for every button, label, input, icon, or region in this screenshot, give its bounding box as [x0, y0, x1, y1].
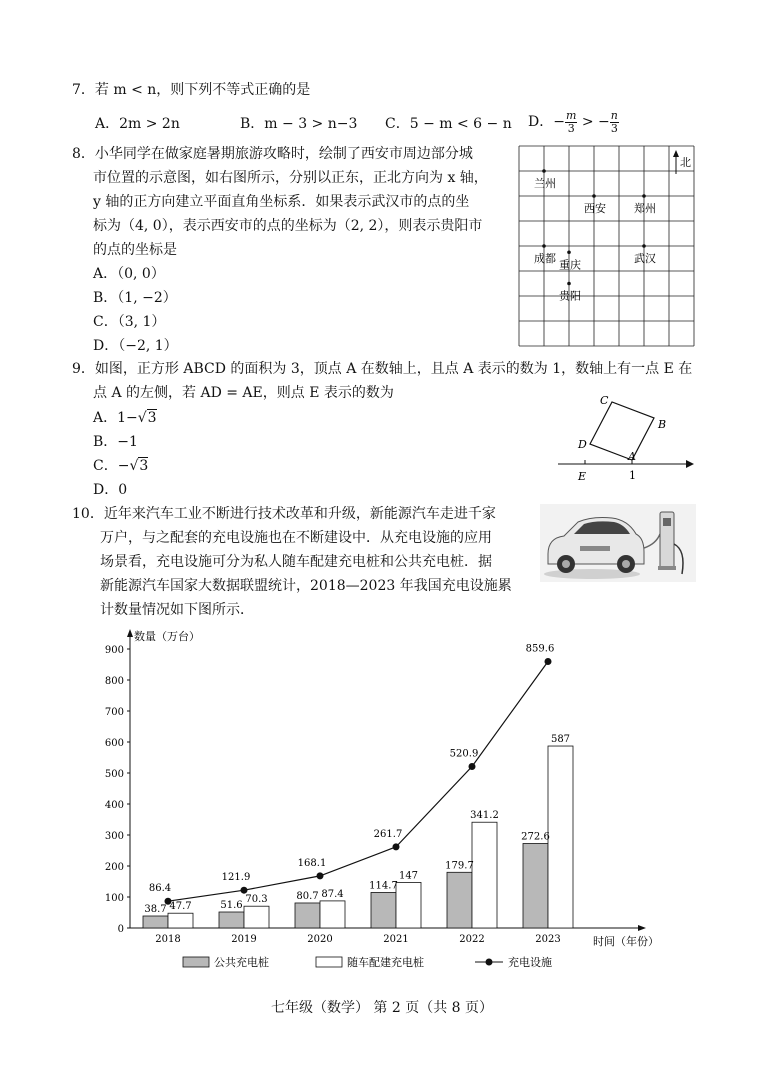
- legend-swatch-public: [183, 957, 209, 967]
- map-city-point: [567, 250, 571, 254]
- bar-public-2023: [523, 843, 548, 928]
- square-figure: [552, 390, 700, 485]
- label-private-2018: 47.7: [169, 901, 192, 913]
- number-line-arrow: [686, 460, 694, 468]
- q9-line-2: 点 A 的左侧，若 AD = AE，则点 E 表示的数为: [93, 385, 394, 401]
- map-city-label: 贵阳: [559, 289, 581, 303]
- chart-y-tick-label: 0: [117, 924, 124, 935]
- chart-x-ticks: [155, 934, 560, 945]
- chart-data-labels: [144, 644, 570, 915]
- label-private-2022: 341.2: [470, 810, 499, 822]
- chart-y-tick-label: 400: [104, 800, 124, 811]
- label-public-2018: 38.7: [144, 904, 167, 916]
- bar-private-2019: [244, 906, 269, 928]
- north-label: 北: [680, 156, 691, 169]
- bar-private-2023: [548, 746, 573, 928]
- q7-option-d: D．− $\frac{m}{3}$ > − $\frac{n}{3}$: [528, 108, 618, 135]
- chart-y-tick-label: 300: [104, 831, 124, 842]
- map-city-label: 兰州: [534, 177, 556, 190]
- label-e: E: [578, 470, 587, 483]
- chart-y-tick-label: 500: [104, 769, 124, 780]
- label-public-2021: 114.7: [369, 880, 398, 892]
- q7-stem: 7．若 m < n，则下列不等式正确的是: [72, 82, 311, 98]
- map-city-label: 重庆: [559, 258, 581, 272]
- q8-line-1: 8．小华同学在做家庭暑期旅游攻略时，绘制了西安市周边部分城: [72, 146, 473, 162]
- x-tick-2021: 2021: [383, 934, 409, 945]
- label-total-2020: 168.1: [297, 857, 327, 869]
- north-arrow: [673, 150, 691, 174]
- label-total-2019: 121.9: [221, 872, 251, 884]
- q9-option-b: B．−1: [93, 434, 138, 450]
- legend-swatch-dot: [486, 959, 493, 966]
- q9-option-d: D．0: [93, 482, 128, 498]
- page-footer: 七年级（数学） 第 2 页（共 8 页）: [270, 1000, 494, 1016]
- legend-label-public: 公共充电桩: [214, 956, 269, 969]
- label-d: D: [578, 438, 587, 451]
- bar-public-2022: [447, 872, 472, 928]
- label-private-2020: 87.4: [321, 888, 344, 900]
- x-tick-2018: 2018: [155, 934, 181, 945]
- label-public-2020: 80.7: [296, 890, 319, 902]
- point-total-2022: [469, 763, 476, 770]
- bar-public-2019: [219, 912, 244, 928]
- q8-line-2: 市位置的示意图，如右图所示，分别以正东，正北方向为 x 轴，: [93, 170, 488, 186]
- map-cities: [534, 169, 656, 302]
- q10-line-5: 计数量情况如下图所示．: [100, 602, 254, 618]
- map-city-label: 武汉: [634, 252, 656, 265]
- q8-option-d: D．（−2, 1）: [93, 338, 178, 354]
- map-city-label: 成都: [534, 252, 556, 265]
- map-city-point: [592, 194, 596, 198]
- chart-y-tick-label: 600: [104, 738, 124, 749]
- q9-line-1: 9．如图，正方形 ABCD 的面积为 3，顶点 A 在数轴上，且点 A 表示的数为 1，数轴上有一点 E 在: [72, 361, 693, 377]
- bar-public-2021: [371, 892, 396, 928]
- q8-option-c: C．（3, 1）: [93, 314, 166, 330]
- legend-swatch-private: [316, 957, 342, 967]
- q9-option-c: C．−√3: [93, 458, 149, 474]
- x-tick-2022: 2022: [459, 934, 485, 945]
- point-total-2020: [317, 872, 324, 879]
- legend-label-line: 充电设施: [508, 956, 552, 969]
- chart-x-label: 时间（年份）: [593, 935, 659, 948]
- map-city-point: [542, 169, 546, 173]
- chart-y-tick-label: 800: [104, 676, 124, 687]
- q8-option-a: A．（0, 0）: [93, 266, 165, 282]
- chart-y-tick-label: 900: [104, 645, 124, 656]
- q10-line-3: 场景看，充电设施可分为私人随车配建充电桩和公共充电桩．据: [100, 554, 492, 570]
- q10-line-1: 10．近年来汽车工业不断进行技术改革和升级，新能源汽车走进千家: [72, 506, 496, 522]
- label-public-2023: 272.6: [521, 831, 550, 843]
- q10-line-2: 万户，与之配套的充电设施也在不断建设中．从充电设施的应用: [100, 530, 492, 546]
- ev-car-illustration: [540, 504, 696, 582]
- chart-y-axis-arrow: [127, 629, 133, 637]
- chart-y-tick-label: 700: [104, 707, 124, 718]
- label-total-2022: 520.9: [449, 748, 479, 760]
- label-total-2021: 261.7: [373, 828, 403, 840]
- square-abcd: [590, 402, 654, 460]
- q7-option-c: C．5 − m < 6 − n: [385, 116, 512, 132]
- bar-private-2018: [168, 913, 193, 928]
- label-a: A: [628, 450, 636, 463]
- bar-public-2018: [143, 916, 168, 928]
- map-city-point: [642, 244, 646, 248]
- legend-label-private: 随车配建充电桩: [347, 956, 424, 969]
- chart-legend: [183, 955, 552, 969]
- bar-private-2020: [320, 901, 345, 928]
- q10-line-4: 新能源汽车国家大数据联盟统计，2018—2023 年我国充电设施累: [100, 578, 512, 594]
- bar-private-2021: [396, 882, 421, 928]
- q7-option-b: B．m − 3 > n−3: [240, 116, 358, 132]
- chart-y-ticks: [105, 645, 130, 935]
- chart-y-tick-label: 200: [104, 862, 124, 873]
- q7-option-a: A．2m > 2n: [95, 116, 180, 132]
- label-total-2018: 86.4: [148, 883, 172, 895]
- label-public-2022: 179.7: [445, 860, 474, 872]
- x-tick-2023: 2023: [535, 934, 561, 945]
- map-city-point: [642, 194, 646, 198]
- label-one: 1: [629, 469, 636, 482]
- q8-line-5: 的点的坐标是: [93, 242, 177, 258]
- map-city-label: 西安: [584, 202, 606, 215]
- bar-private-2022: [472, 822, 497, 928]
- q9-option-a: A．1−√3: [93, 410, 157, 426]
- label-b: B: [658, 418, 667, 431]
- map-city-point: [542, 244, 546, 248]
- label-private-2019: 70.3: [245, 894, 268, 906]
- label-private-2023: 587: [550, 734, 571, 746]
- label-public-2019: 51.6: [220, 900, 243, 912]
- point-total-2019: [241, 887, 248, 894]
- chart-y-tick-label: 100: [104, 893, 124, 904]
- city-map: [516, 144, 696, 348]
- label-c: C: [600, 394, 609, 407]
- label-private-2021: 147: [398, 870, 419, 882]
- chart-bars: [143, 746, 573, 928]
- charging-chart: [90, 625, 690, 980]
- x-tick-2019: 2019: [231, 934, 257, 945]
- q8-line-4: 标为（4, 0），表示西安市的点的坐标为（2, 2），则表示贵阳市: [93, 218, 483, 234]
- x-tick-2020: 2020: [307, 934, 333, 945]
- chart-x-axis-arrow: [638, 925, 646, 931]
- map-city-label: 郑州: [634, 202, 656, 215]
- label-total-2023: 859.6: [525, 643, 555, 655]
- q8-option-b: B．（1, −2）: [93, 290, 177, 306]
- bar-public-2020: [295, 903, 320, 928]
- point-total-2023: [545, 658, 552, 665]
- point-total-2021: [393, 843, 400, 850]
- map-city-point: [567, 282, 571, 286]
- q8-line-3: y 轴的正方向建立平面直角坐标系．如果表示武汉市的点的坐: [93, 194, 470, 210]
- chart-y-label: 数量（万台）: [134, 630, 200, 643]
